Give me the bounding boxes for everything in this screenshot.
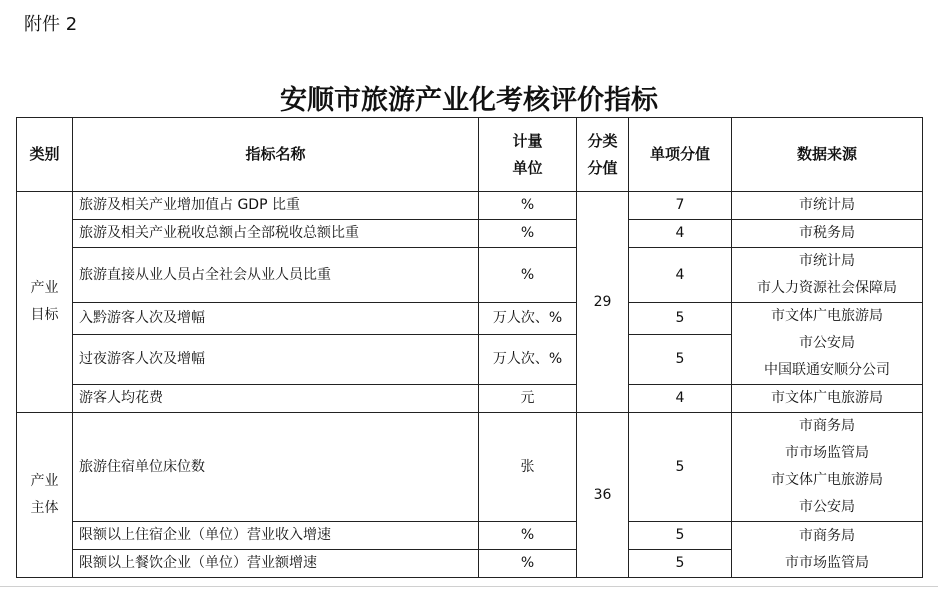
data-source	[732, 413, 923, 522]
table-row	[17, 192, 923, 220]
indicator-unit: %	[479, 522, 577, 550]
indicator-unit: 万人次、%	[479, 334, 577, 384]
item-score: 7	[629, 192, 732, 220]
item-score: 4	[629, 385, 732, 413]
header-indicator-name: 指标名称	[73, 118, 479, 192]
data-source-line: 市公安局	[799, 499, 855, 515]
indicator-unit: %	[479, 248, 577, 303]
table-row	[17, 303, 923, 335]
header-unit-line2: 单位	[512, 158, 543, 177]
item-score: 5	[629, 550, 732, 578]
data-source-line: 市文体广电旅游局	[771, 472, 883, 488]
data-source-line: 中国联通安顺分公司	[764, 362, 890, 378]
table-row	[17, 522, 923, 550]
indicator-table	[16, 117, 923, 578]
attachment-label: 附件 2	[24, 14, 78, 35]
indicator-unit: %	[479, 220, 577, 248]
indicator-unit: %	[479, 550, 577, 578]
category-line2: 主体	[30, 500, 59, 516]
indicator-name: 旅游直接从业人员占全社会从业人员比重	[73, 248, 479, 303]
indicator-name: 旅游及相关产业增加值占 GDP 比重	[73, 192, 479, 220]
category-line2: 目标	[30, 307, 59, 323]
item-score: 5	[629, 303, 732, 335]
category-cell-industry-goal	[17, 192, 73, 413]
header-data-source: 数据来源	[732, 118, 923, 192]
data-source-line: 市文体广电旅游局	[771, 308, 883, 324]
item-score: 5	[629, 413, 732, 522]
data-source: 市统计局	[732, 192, 923, 220]
data-source-shared	[732, 303, 923, 385]
item-score: 4	[629, 248, 732, 303]
data-source	[732, 248, 923, 303]
item-score: 4	[629, 220, 732, 248]
indicator-name: 游客人均花费	[73, 385, 479, 413]
header-class-score	[577, 118, 629, 192]
table-row	[17, 248, 923, 303]
item-score: 5	[629, 334, 732, 384]
indicator-name: 旅游及相关产业税收总额占全部税收总额比重	[73, 220, 479, 248]
header-item-score: 单项分值	[629, 118, 732, 192]
indicator-name: 过夜游客人次及增幅	[73, 334, 479, 384]
header-unit-line1: 计量	[512, 131, 543, 150]
page-bottom-rule	[0, 586, 938, 587]
indicator-name: 入黔游客人次及增幅	[73, 303, 479, 335]
data-source-line: 市市场监管局	[785, 445, 869, 461]
data-source-line: 市人力资源社会保障局	[757, 280, 897, 296]
header-unit	[479, 118, 577, 192]
indicator-unit: 万人次、%	[479, 303, 577, 335]
data-source: 市税务局	[732, 220, 923, 248]
data-source-line: 市商务局	[799, 418, 855, 434]
item-score: 5	[629, 522, 732, 550]
class-score-cell: 29	[577, 192, 629, 413]
category-line1: 产业	[30, 473, 59, 489]
table-row	[17, 413, 923, 522]
indicator-unit: 元	[479, 385, 577, 413]
table-row	[17, 220, 923, 248]
data-source: 市文体广电旅游局	[732, 385, 923, 413]
indicator-unit: %	[479, 192, 577, 220]
category-cell-industry-entity	[17, 413, 73, 578]
header-class-score-line2: 分值	[587, 158, 618, 177]
indicator-name: 限额以上餐饮企业（单位）营业额增速	[73, 550, 479, 578]
data-source-line: 市市场监管局	[785, 554, 869, 571]
data-source-line: 市商务局	[799, 527, 855, 544]
data-source-line: 市统计局	[799, 253, 855, 269]
class-score-cell: 36	[577, 413, 629, 578]
indicator-name: 限额以上住宿企业（单位）营业收入增速	[73, 522, 479, 550]
data-source-shared	[732, 522, 923, 578]
category-line1: 产业	[30, 280, 59, 296]
data-source-line: 市公安局	[799, 335, 855, 351]
table-row	[17, 385, 923, 413]
indicator-unit: 张	[479, 413, 577, 522]
header-category: 类别	[17, 118, 73, 192]
document-title: 安顺市旅游产业化考核评价指标	[280, 85, 658, 116]
indicator-name: 旅游住宿单位床位数	[73, 413, 479, 522]
header-class-score-line1: 分类	[587, 131, 618, 150]
table-header-row	[17, 118, 923, 192]
